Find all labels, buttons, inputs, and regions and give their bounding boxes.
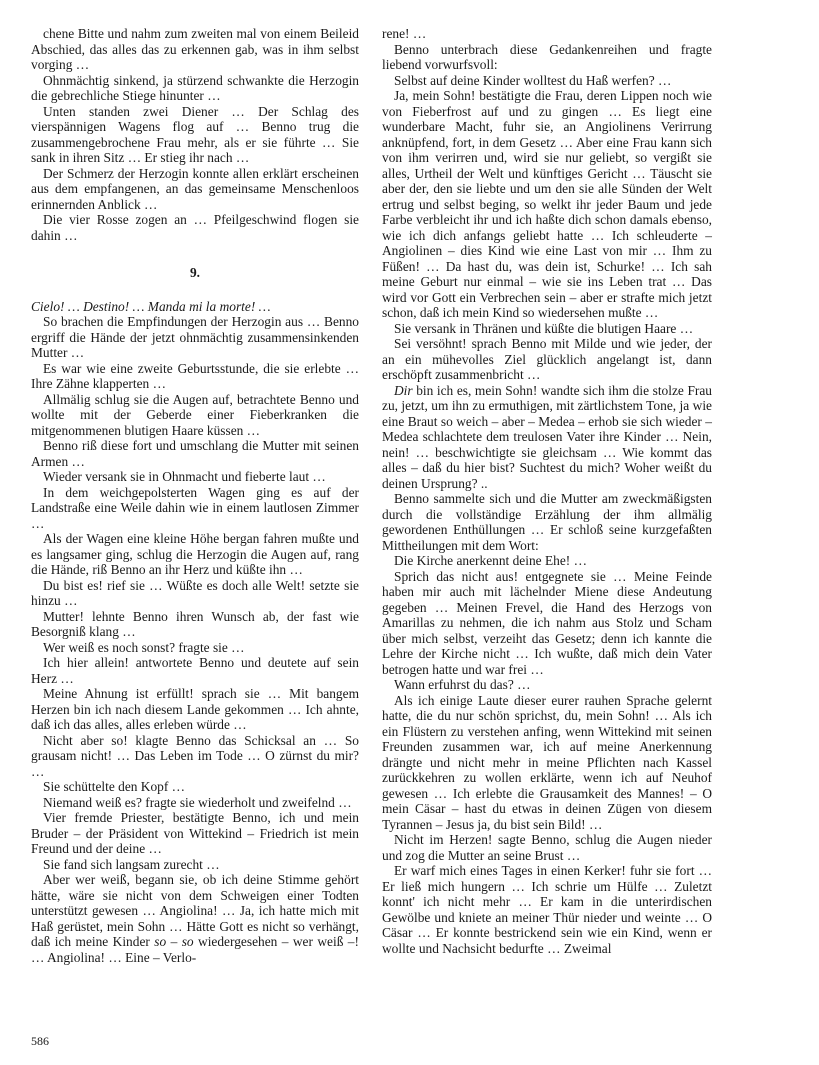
right-column (382, 26, 712, 956)
paragraph: Die Kirche anerkennt deine Ehe! … (394, 553, 587, 568)
paragraph: Niemand weiß es? fragte sie wiederholt und zweifelnd … (43, 794, 352, 810)
paragraph: Meine Ahnung ist erfüllt! sprach sie … Mit bangem Herzen bin ich nach diesem Lande gekommen … Ich ahnte, daß ich das alles, alles erleben würde … (31, 686, 359, 732)
paragraph: chene Bitte und nahm zum zweiten mal von einem Beileid Abschied, das alles das zu erkennen gab, was in ihm selbst vorging … (31, 26, 359, 72)
paragraph: Nicht im Herzen! sagte Benno, schlug die Augen nieder und zog die Mutter an seine Brust … (382, 832, 712, 863)
paragraph: Sei versöhnt! sprach Benno mit Milde und wie jeder, der an ein mühevolles Ziel glücklich angelangt ist, dann erschöpft zusammenbricht … (382, 336, 712, 382)
left-paragraphs-after (31, 314, 359, 872)
emphasis-span: so – so (154, 934, 194, 949)
right-paragraphs-a (382, 42, 712, 383)
paragraph: Selbst auf deine Kinder wolltest du Haß werfen? … (394, 72, 672, 88)
paragraph: Vier fremde Priester, bestätigte Benno, ich und mein Bruder – der Präsident von Wittekind – Friedrich ist mein Freund und der deine … (31, 810, 359, 856)
paragraph: Wer weiß es noch sonst? fragte sie … (43, 639, 245, 655)
paragraph: Sie fand sich langsam zurecht … (43, 856, 220, 872)
paragraph: Benno sammelte sich und die Mutter am zweckmäßigsten durch die vollständige Erzählung der ihm allmälig gewordenen Enthüllungen … Er schloß seine kurzgefaßten Mittheilungen mit dem Wort: (382, 491, 712, 553)
page-number: 586 (31, 1034, 49, 1048)
continuation-line: rene! … (382, 26, 427, 41)
paragraph-angiolina (31, 872, 359, 965)
chapter-heading: 9. (189, 265, 201, 280)
text-span: bin ich es, mein Sohn! wandte sich ihm die stolze Frau zu, jetzt, um ihn zu ermuthigen, mit zärtlichstem Tone, ja wie eine Braut so weich – aber – Medea – erhob sie sich wieder – Medea schlachtete dem treulosen Vater ihre Kinder … Nein, nein! … beschwichtigte sie gleichsam … Wie kommt das alles – daß du hier bist? Suchtest du mich? Woher weißt du deinen Ursprung? .. (382, 382, 712, 491)
paragraph: Sprich das nicht aus! entgegnete sie … Meine Feinde haben mir auch mit lächelnder Miene diese Andeutung gegeben … Meinen Frevel, die Hand des Herzogs von Amarillas zu nehmen, die ich nahm aus Stolz und Scham über mich selbst, verzeiht das Gesetz; denn ich kannte die Lehre der Kirche nicht … Ich wußte, daß mich dein Vater betrogen hatte und war frei … (382, 568, 712, 677)
left-column (31, 26, 359, 965)
paragraph: Ich hier allein! antwortete Benno und deutete auf sein Herz … (31, 655, 359, 686)
paragraph: Unten standen zwei Diener … Der Schlag des vierspännigen Wagens flog auf … Benno trug die zusammengebrochene Frau mehr, als er sie führte … Sie sank in ihren Sitz … Er stieg ihr nach … (31, 103, 359, 165)
chapter-motto: Cielo! … Destino! … Manda mi la morte! … (31, 298, 271, 314)
paragraph: Nicht aber so! klagte Benno das Schicksal an … So grausam nicht! … Das Leben im Tode … O zürnst du mir? … (31, 732, 359, 779)
paragraph: Der Schmerz der Herzogin konnte allen erklärt erscheinen aus dem empfangenen, an das gemeinsame Menschenloos erinnernden Anblick … (31, 165, 359, 212)
paragraph: Als ich einige Laute dieser eurer rauhen Sprache gelernt hatte, die du nur schön sprichst, du, mein Sohn! … Als ich ein Flüstern zu verstehen anfing, wenn Wittekind mit seinen Freunden zusammen war, ich auf meine Anerkennung drängte und nicht mehr in meine Pflichten nach Kassel zurückkehren zu wollen erklärte, wenn ich auf Neuhof gewesen … Ich erlebte die Grausamkeit des Mannes! – O mein Cäsar – hast du etwas in deinen Zügen von diesem Tyrannen – Jesus ja, du bist sein Bild! … (382, 692, 712, 832)
paragraph: Als der Wagen eine kleine Höhe bergan fahren mußte und es langsamer ging, schlug die Herzogin die Augen auf, rang die Hände, riß Benno an ihr Herz und küßte ihn … (31, 531, 359, 577)
paragraph: Wann erfuhrst du das? … (394, 677, 531, 692)
paragraph: In dem weichgepolsterten Wagen ging es auf der Landstraße eine Weile dahin wie in einem lautlosen Zimmer … (31, 484, 359, 531)
paragraph: Sie schüttelte den Kopf … (43, 779, 186, 794)
paragraph: Benno unterbrach diese Gedankenreihen und fragte liebend vorwurfsvoll: (382, 41, 712, 72)
paragraph: Du bist es! rief sie … Wüßte es doch alle Welt! setzte sie hinzu … (31, 577, 359, 608)
paragraph: Die vier Rosse zogen an … Pfeilgeschwind flogen sie dahin … (31, 212, 359, 243)
emphasis-span: Dir (394, 382, 413, 398)
text-span: Aber wer weiß, begann sie, ob ich deine Stimme gehört hätte, wäre sie nicht von dem Schweigen einer Todten unterstützt gewesen … Angiolina! … Ja, ich hatte mich mit Haß gerüstet, mein Sohn … Hätte Gott es nicht so verhängt, daß ich meine Kinder (31, 872, 359, 949)
paragraph: Wieder versank sie in Ohnmacht und fieberte laut … (43, 469, 326, 484)
paragraph: Ja, mein Sohn! bestätigte die Frau, deren Lippen noch wie von Fieberfrost auf und zu gingen … Es liegt eine wunderbare Macht, fuhr sie, an Angiolinens Verirrung anknüpfend, fort, in dem Gesetz … Aber eine Frau kann sich von ihm verirren und, wird sie nur geliebt, so vergißt sie alles, Urtheil der Welt und künftiges Gericht … Täuscht sie aber der, den sie liebte und um den sie alle Sünden der Welt ertrug und selbst beging, so welkt ihr jeder Baum und jede Farbe verbleicht ihr und ich haßte dich schon damals ebenso, wie ich dich anfangs geliebt hatte … Ich schleuderte – Angiolinen – dies Kind wie eine Last von mir … Ihm zu Füßen! … Da hast du, was dein ist, Schurke! … Ich sah meine Geburt nur einmal – wie sie ins Leben trat … Das wird vor Gott ein Verbrechen sein – aber er strafte mich jetzt schon, daß ich mein Kind so wiedersehen mußte … (382, 88, 712, 320)
paragraph-dir (382, 383, 712, 492)
paragraph: Ohnmächtig sinkend, ja stürzend schwankte die Herzogin die gebrechliche Stiege hinunter … (31, 72, 359, 103)
right-paragraphs-b (382, 491, 712, 956)
paragraph: Benno riß diese fort und umschlang die Mutter mit seinen Armen … (31, 438, 359, 469)
paragraph: Er warf mich eines Tages in einen Kerker! fuhr sie fort … Er ließ mich hungern … Ich schrie um Hülfe … Zuletzt konnt' ich nicht mehr … Er kam in die unterirdischen Gewölbe und kniete an meiner Thür nieder und weinte … O Cäsar … Er konnte bestrickend sein wie ein Kind, wenn er wollte und Nachsicht bedurfte … Zweimal (382, 863, 712, 956)
paragraph: So brachen die Empfindungen der Herzogin aus … Benno ergriff die Hände der jetzt ohnmächtig zusammensinkenden Mutter … (31, 314, 359, 360)
paragraph: Allmälig schlug sie die Augen auf, betrachtete Benno und wollte mit der Geberde einer Fieberkranken die mitgenommenen blutigen Haare küssen … (31, 391, 359, 438)
paragraph: Mutter! lehnte Benno ihren Wunsch ab, der fast wie Besorgniß klang … (31, 608, 359, 639)
paragraph: Sie versank in Thränen und küßte die blutigen Haare … (394, 320, 694, 336)
paragraph: Es war wie eine zweite Geburtsstunde, die sie erlebte … Ihre Zähne klapperten … (31, 360, 359, 391)
text-span: wiedergesehen – wer weiß –! … Angiolina! … Eine – Verlo- (31, 934, 359, 965)
left-paragraphs-before (31, 26, 359, 243)
